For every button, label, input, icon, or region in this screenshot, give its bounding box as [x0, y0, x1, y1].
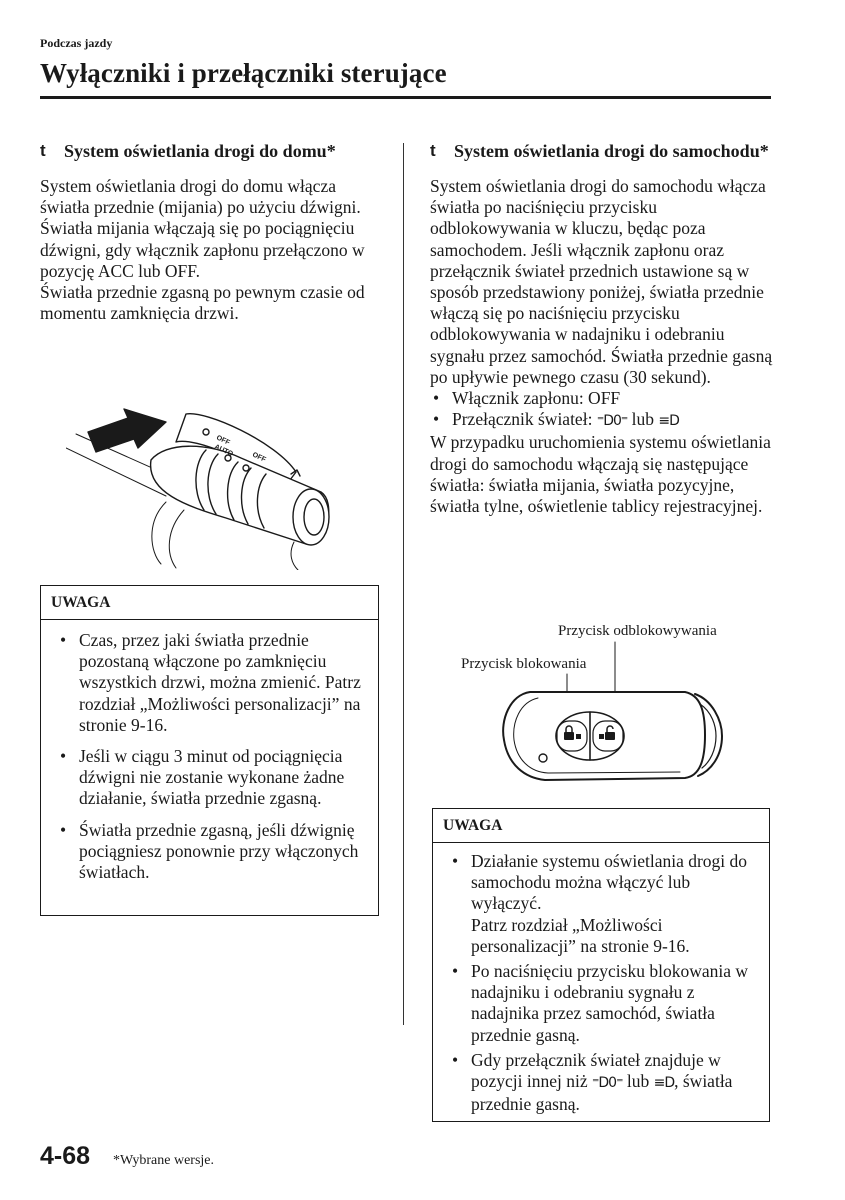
page-number: 4-68: [40, 1142, 91, 1170]
title-rule: [40, 96, 771, 99]
unlock-button-label: Przycisk odblokowywania: [558, 623, 717, 639]
section-heading-car: [430, 140, 775, 162]
lever-label: OFF: [215, 434, 231, 447]
paragraph: System oświetlania drogi do samochodu włącza światła po naciśnięciu przycisku odblokowywania w kluczu, będąc poza samochodem. Jeśli włącznik zapłonu oraz przełącznik świateł przednich ustawione są w sposób przedstawiony poniżej, światła przednie włączą się po naciśnięciu przycisku odblokowywania w nadajniku i odebraniu sygnału przez samochód. Światła przednie gasną po upływie pewnego czasu (30 sekund).: [430, 176, 773, 387]
position-lights-icon: ⁼D0⁼: [592, 1075, 623, 1092]
column-divider: [403, 143, 404, 1025]
note-item: • Światła przednie zgasną, jeśli dźwignię pociągniesz ponownie przy włączonych światłach.: [57, 820, 368, 884]
condition-item: • Włącznik zapłonu: OFF: [430, 388, 775, 409]
note-title: UWAGA: [41, 586, 378, 620]
section-label: Podczas jazdy: [40, 36, 113, 50]
headlight-lever-illustration: [66, 392, 366, 570]
note-item: • Jeśli w ciągu 3 minut od pociągnięcia dźwigni nie zostanie wykonane żadne działanie, światła przednie zgasną.: [57, 746, 368, 810]
note-item: • Czas, przez jaki światła przednie pozostaną włączone po zamknięciu wszystkich drzwi, można zmienić. Patrz rozdział „Możliwości personalizacji” na stronie 9-16.: [57, 630, 368, 736]
lock-button-label: Przycisk blokowania: [461, 656, 587, 672]
heading-text: System oświetlania drogi do domu*: [64, 141, 336, 161]
paragraph: Światła mijania włączają się po pociągnięciu dźwigni, gdy włącznik zapłonu przełączono w pozycję ACC lub OFF.: [40, 218, 365, 281]
section-heading-home: [40, 140, 385, 162]
bullet-mark: t: [40, 141, 46, 160]
condition-item: • Przełącznik świateł: ⁼D0⁼ lub ≡D: [430, 409, 775, 432]
left-column: [40, 140, 385, 324]
paragraph: W przypadku uruchomienia systemu oświetlania drogi do samochodu włączają się następujące światła: światła mijania, światła pozycyjne, światła tylne, oświetlenie tablicy rejestracyjnej.: [430, 432, 771, 517]
heading-text: System oświetlania drogi do samochodu*: [454, 141, 769, 161]
key-fob-illustration: [490, 640, 730, 790]
lever-label: OFF: [251, 451, 267, 464]
headlights-icon: ≡D: [658, 413, 679, 430]
lever-label: AUTO: [213, 443, 234, 459]
bullet-mark: t: [430, 141, 436, 160]
paragraph: Światła przednie zgasną po pewnym czasie od momentu zamknięcia drzwi.: [40, 282, 365, 324]
headlights-icon: ≡D: [653, 1075, 675, 1092]
note-box-right: [432, 808, 770, 1122]
note-title: UWAGA: [433, 809, 769, 843]
note-box-left: [40, 585, 379, 916]
position-lights-icon: ⁼D0⁼: [596, 413, 628, 430]
footnote: *Wybrane wersje.: [113, 1153, 215, 1168]
note-item: • Działanie systemu oświetlania drogi do samochodu można włączyć lub wyłączyć. Patrz rozdział „Możliwości personalizacji” na stronie 9-16.: [449, 851, 759, 957]
paragraph: System oświetlania drogi do domu włącza światła przednie (mijania) po użyciu dźwigni.: [40, 176, 361, 218]
note-item: • Po naciśnięciu przycisku blokowania w nadajniku i odebraniu sygnału z nadajnika przez samochód, światła przednie gasną.: [449, 961, 759, 1046]
note-item: • Gdy przełącznik świateł znajduje w pozycji innej niż ⁼D0⁼ lub ≡D, światła przednie gasną.: [449, 1050, 759, 1116]
right-column: [430, 140, 775, 517]
page-title: Wyłączniki i przełączniki sterujące: [40, 58, 447, 88]
